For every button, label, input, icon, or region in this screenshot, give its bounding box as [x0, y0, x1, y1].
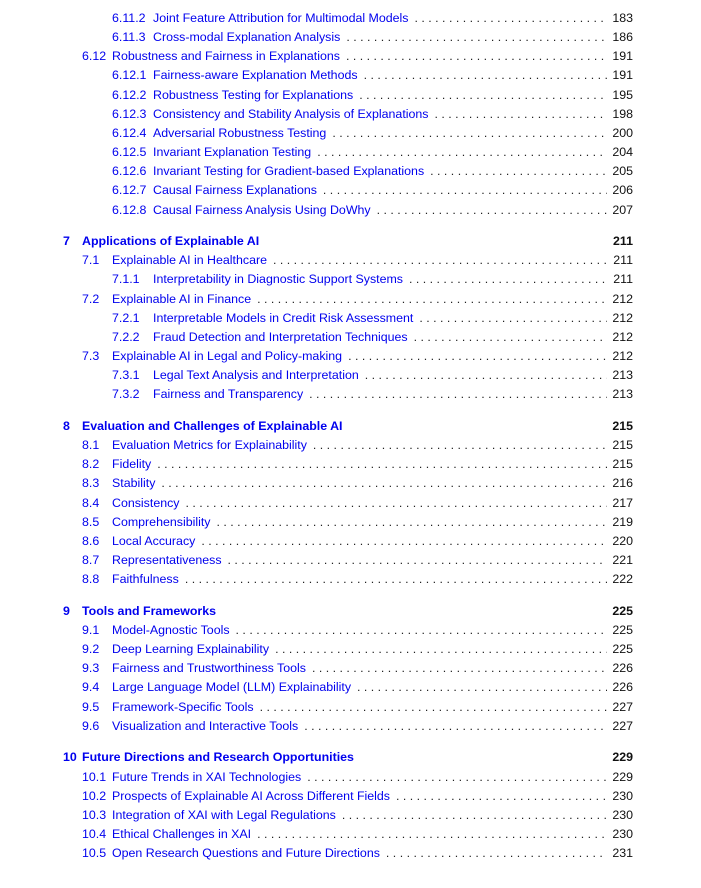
- toc-title: Legal Text Analysis and Interpretation: [153, 368, 359, 383]
- toc-dot-leader: [309, 387, 607, 401]
- toc-title: Tools and Frameworks: [82, 603, 217, 618]
- toc-title: Invariant Explanation Testing: [153, 145, 312, 160]
- toc-page-number: 211: [613, 272, 633, 287]
- toc-dot-leader: [430, 164, 607, 178]
- toc-title: Prospects of Explainable AI Across Different Fields: [112, 788, 391, 803]
- toc-page-number: 215: [612, 457, 633, 472]
- toc-dot-leader: [346, 30, 607, 44]
- toc-number: 6.12.3: [112, 106, 147, 121]
- toc-number: 7.3.1: [112, 368, 140, 383]
- toc-page-number: 216: [612, 476, 633, 491]
- toc-dot-leader: [307, 770, 607, 784]
- toc-subsection[interactable]: [112, 11, 633, 27]
- toc-dot-leader: [419, 311, 607, 325]
- toc-dot-leader: [201, 534, 607, 548]
- toc-section[interactable]: [82, 292, 633, 308]
- toc-title: Invariant Testing for Gradient-based Explanations: [153, 164, 425, 179]
- toc-page-number: 204: [612, 145, 633, 160]
- toc-number: 9.3: [82, 661, 100, 676]
- toc-section[interactable]: [82, 808, 633, 824]
- toc-subsection[interactable]: [112, 145, 633, 161]
- toc-section[interactable]: [82, 476, 633, 492]
- toc-subsection[interactable]: [112, 126, 633, 142]
- toc-title: Robustness Testing for Explanations: [153, 87, 354, 102]
- toc-page-number: 215: [612, 419, 633, 433]
- toc-title: Faithfulness: [112, 572, 179, 587]
- toc-page-number: 212: [612, 291, 633, 306]
- toc-dot-leader: [364, 68, 607, 82]
- toc-section[interactable]: [82, 534, 633, 550]
- toc-title: Future Directions and Research Opportunities: [82, 750, 354, 765]
- toc-dot-leader: [332, 126, 607, 140]
- toc-subsection[interactable]: [112, 68, 633, 84]
- toc-title: Causal Fairness Analysis Using DoWhy: [153, 202, 371, 217]
- toc-subsection[interactable]: [112, 368, 633, 384]
- toc-title: Interpretability in Diagnostic Support Systems: [153, 272, 403, 287]
- toc-chapter[interactable]: [63, 419, 633, 435]
- toc-title: Framework-Specific Tools: [112, 699, 254, 714]
- toc-number: 9.5: [82, 699, 100, 714]
- toc-title: Fidelity: [112, 457, 152, 472]
- toc-page-number: 230: [612, 807, 633, 822]
- toc-number: 8.1: [82, 438, 100, 453]
- toc-number: 6.11.3: [112, 30, 146, 45]
- toc-section[interactable]: [82, 623, 633, 639]
- toc-page-number: 213: [612, 387, 633, 402]
- toc-page-number: 207: [612, 202, 633, 217]
- toc-page-number: 205: [612, 164, 633, 179]
- toc-dot-leader: [304, 719, 607, 733]
- toc-section[interactable]: [82, 253, 633, 269]
- toc-title: Interpretable Models in Credit Risk Assessment: [153, 310, 414, 325]
- toc-chapter[interactable]: [63, 604, 633, 620]
- toc-page-number: 212: [612, 310, 633, 325]
- toc-number: 7.1.1: [112, 272, 140, 287]
- toc-dot-leader: [275, 642, 607, 656]
- toc-title: Visualization and Interactive Tools: [112, 718, 299, 733]
- toc-number: 8.5: [82, 514, 100, 529]
- toc-number: 6.12.6: [112, 164, 147, 179]
- toc-number: 6.12.8: [112, 202, 147, 217]
- toc-page-number: 227: [612, 718, 633, 733]
- toc-section[interactable]: [82, 846, 633, 862]
- toc-subsection[interactable]: [112, 88, 633, 104]
- toc-page-number: 225: [612, 642, 633, 657]
- toc-page-number: 212: [612, 329, 633, 344]
- toc-title: Deep Learning Explainability: [112, 642, 270, 657]
- toc-title: Applications of Explainable AI: [82, 234, 260, 249]
- toc-number: 8.3: [82, 476, 100, 491]
- toc-dot-leader: [415, 11, 607, 25]
- toc-dot-leader: [435, 107, 608, 121]
- toc-page-number: 215: [612, 438, 633, 453]
- toc-subsection[interactable]: [112, 330, 633, 346]
- toc-title: Evaluation Metrics for Explainability: [112, 438, 307, 453]
- toc-number: 8.2: [82, 457, 100, 472]
- toc-title: Stability: [112, 476, 156, 491]
- toc-page-number: 186: [612, 30, 633, 45]
- toc-number: 10: [63, 750, 77, 765]
- toc-title: Causal Fairness Explanations: [153, 183, 317, 198]
- toc-page-number: 230: [612, 788, 633, 803]
- toc-page-number: 195: [612, 87, 633, 102]
- toc-dot-leader: [161, 476, 607, 490]
- toc-dot-leader: [396, 789, 607, 803]
- toc-subsection[interactable]: [112, 30, 633, 46]
- toc-subsection[interactable]: [112, 107, 633, 123]
- toc-dot-leader: [313, 438, 607, 452]
- toc-subsection[interactable]: [112, 272, 633, 288]
- toc-title: Explainable AI in Healthcare: [112, 253, 267, 268]
- toc-number: 6.12: [82, 49, 107, 64]
- toc-title: Integration of XAI with Legal Regulations: [112, 807, 336, 822]
- toc-subsection[interactable]: [112, 387, 633, 403]
- toc-dot-leader: [185, 572, 607, 586]
- toc-number: 6.12.7: [112, 183, 147, 198]
- toc-page-number: 191: [612, 68, 633, 83]
- toc-subsection[interactable]: [112, 183, 633, 199]
- toc-title: Joint Feature Attribution for Multimodal Models: [153, 11, 409, 25]
- toc-number: 9.4: [82, 680, 100, 695]
- toc-number: 7: [63, 234, 70, 249]
- toc-number: 6.12.2: [112, 87, 147, 102]
- toc-dot-leader: [228, 553, 607, 567]
- toc-title: Local Accuracy: [112, 533, 196, 548]
- toc-dot-leader: [216, 515, 607, 529]
- toc-page-number: 213: [612, 368, 633, 383]
- toc-page-number: 211: [613, 234, 633, 249]
- toc-number: 8.7: [82, 553, 100, 568]
- toc-section[interactable]: [82, 719, 633, 735]
- toc-number: 7.1: [82, 253, 100, 268]
- toc-section[interactable]: [82, 457, 633, 473]
- toc-number: 8.6: [82, 533, 100, 548]
- toc-title: Adversarial Robustness Testing: [153, 125, 327, 140]
- toc-dot-leader: [348, 349, 607, 363]
- toc-number: 8.4: [82, 495, 100, 510]
- toc-section[interactable]: [82, 349, 633, 365]
- toc-number: 6.12.4: [112, 125, 147, 140]
- toc-title: Explainable AI in Finance: [112, 291, 252, 306]
- toc-title: Fairness and Trustworthiness Tools: [112, 661, 306, 676]
- toc-number: 7.2.1: [112, 310, 140, 325]
- toc-title: Explainable AI in Legal and Policy-making: [112, 349, 343, 364]
- toc-dot-leader: [323, 183, 607, 197]
- toc-number: 6.12.1: [112, 68, 147, 83]
- toc-dot-leader: [414, 330, 607, 344]
- toc-number: 6.11.2: [112, 11, 146, 25]
- toc-number: 10.3: [82, 807, 107, 822]
- toc-chapter[interactable]: [63, 234, 633, 250]
- toc-title: Evaluation and Challenges of Explainable AI: [82, 419, 343, 433]
- toc-title: Fairness-aware Explanation Methods: [153, 68, 358, 83]
- toc-dot-leader: [365, 368, 607, 382]
- toc-dot-leader: [257, 827, 607, 841]
- toc-number: 9.6: [82, 718, 100, 733]
- toc-dot-leader: [317, 145, 607, 159]
- toc-subsection[interactable]: [112, 311, 633, 327]
- toc-title: Fairness and Transparency: [153, 387, 304, 402]
- toc-page-number: 229: [612, 769, 633, 784]
- toc-dot-leader: [409, 272, 607, 286]
- toc-subsection[interactable]: [112, 203, 633, 219]
- toc-title: Model-Agnostic Tools: [112, 623, 230, 637]
- toc-subsection[interactable]: [112, 164, 633, 180]
- toc-number: 7.3: [82, 349, 100, 364]
- toc-page-number: 206: [612, 183, 633, 198]
- toc-number: 8.8: [82, 572, 100, 587]
- toc-section[interactable]: [82, 572, 633, 588]
- toc-dot-leader: [157, 457, 607, 471]
- toc-dot-leader: [257, 292, 607, 306]
- toc-title: Comprehensibility: [112, 514, 211, 529]
- toc-section[interactable]: [82, 700, 633, 716]
- toc-title: Large Language Model (LLM) Explainability: [112, 680, 352, 695]
- toc-number: 10.2: [82, 788, 107, 803]
- toc-title: Representativeness: [112, 553, 222, 568]
- toc-dot-leader: [342, 808, 607, 822]
- toc-dot-leader: [346, 49, 607, 63]
- toc-page-number: 198: [612, 106, 633, 121]
- toc-section[interactable]: [82, 438, 633, 454]
- toc-number: 8: [63, 419, 70, 433]
- toc-number: 7.2: [82, 291, 100, 306]
- toc-dot-leader: [186, 496, 608, 510]
- toc-page-number: 221: [612, 553, 633, 568]
- toc-page-number: 219: [612, 514, 633, 529]
- toc-number: 10.4: [82, 827, 107, 841]
- toc-title: Consistency: [112, 495, 180, 510]
- toc-page-number: 222: [612, 572, 633, 587]
- toc-dot-leader: [260, 700, 607, 714]
- toc-section[interactable]: [82, 827, 633, 843]
- toc-section[interactable]: [82, 642, 633, 658]
- toc-page-number: 225: [612, 603, 633, 618]
- toc-page-number: 225: [612, 623, 633, 637]
- toc-page-number: 217: [612, 495, 633, 510]
- toc-title: Cross-modal Explanation Analysis: [153, 30, 341, 45]
- toc-page-number: 230: [612, 827, 633, 841]
- toc-number: 7.2.2: [112, 329, 140, 344]
- toc-dot-leader: [359, 88, 607, 102]
- toc-section[interactable]: [82, 770, 633, 786]
- toc-dot-leader: [386, 846, 607, 860]
- toc-chapter[interactable]: [63, 750, 633, 766]
- toc-page-number: 229: [612, 750, 633, 765]
- toc-page-number: 231: [612, 846, 633, 861]
- toc-section[interactable]: [82, 789, 633, 805]
- toc-number: 9.1: [82, 623, 100, 637]
- toc-page-number: 211: [613, 253, 633, 268]
- toc-section[interactable]: [82, 49, 633, 65]
- toc-title: Open Research Questions and Future Directions: [112, 846, 380, 861]
- toc-number: 10.1: [82, 769, 107, 784]
- toc-section[interactable]: [82, 515, 633, 531]
- toc-page-number: 183: [612, 11, 633, 25]
- toc-dot-leader: [273, 253, 607, 267]
- toc-dot-leader: [357, 680, 607, 694]
- toc-dot-leader: [236, 623, 607, 637]
- toc-page-number: 227: [612, 699, 633, 714]
- toc-page-number: 220: [612, 533, 633, 548]
- toc-number: 6.12.5: [112, 145, 147, 160]
- toc-section[interactable]: [82, 553, 633, 569]
- toc-title: Consistency and Stability Analysis of Explanations: [153, 106, 429, 121]
- toc-dot-leader: [312, 661, 607, 675]
- toc-page-number: 212: [612, 349, 633, 364]
- toc-number: 9: [63, 603, 70, 618]
- toc-section[interactable]: [82, 496, 633, 512]
- toc-section[interactable]: [82, 680, 633, 696]
- toc-number: 9.2: [82, 642, 100, 657]
- toc-page-number: 226: [612, 680, 633, 695]
- toc-number: 10.5: [82, 846, 107, 861]
- toc-title: Ethical Challenges in XAI: [112, 827, 252, 841]
- toc-section[interactable]: [82, 661, 633, 677]
- toc-page-number: 226: [612, 661, 633, 676]
- toc-page-number: 191: [612, 49, 633, 64]
- toc-page-number: 200: [612, 125, 633, 140]
- toc-number: 7.3.2: [112, 387, 140, 402]
- toc-title: Future Trends in XAI Technologies: [112, 769, 302, 784]
- toc-title: Robustness and Fairness in Explanations: [112, 49, 340, 64]
- toc-title: Fraud Detection and Interpretation Techniques: [153, 329, 408, 344]
- toc-dot-leader: [377, 203, 607, 217]
